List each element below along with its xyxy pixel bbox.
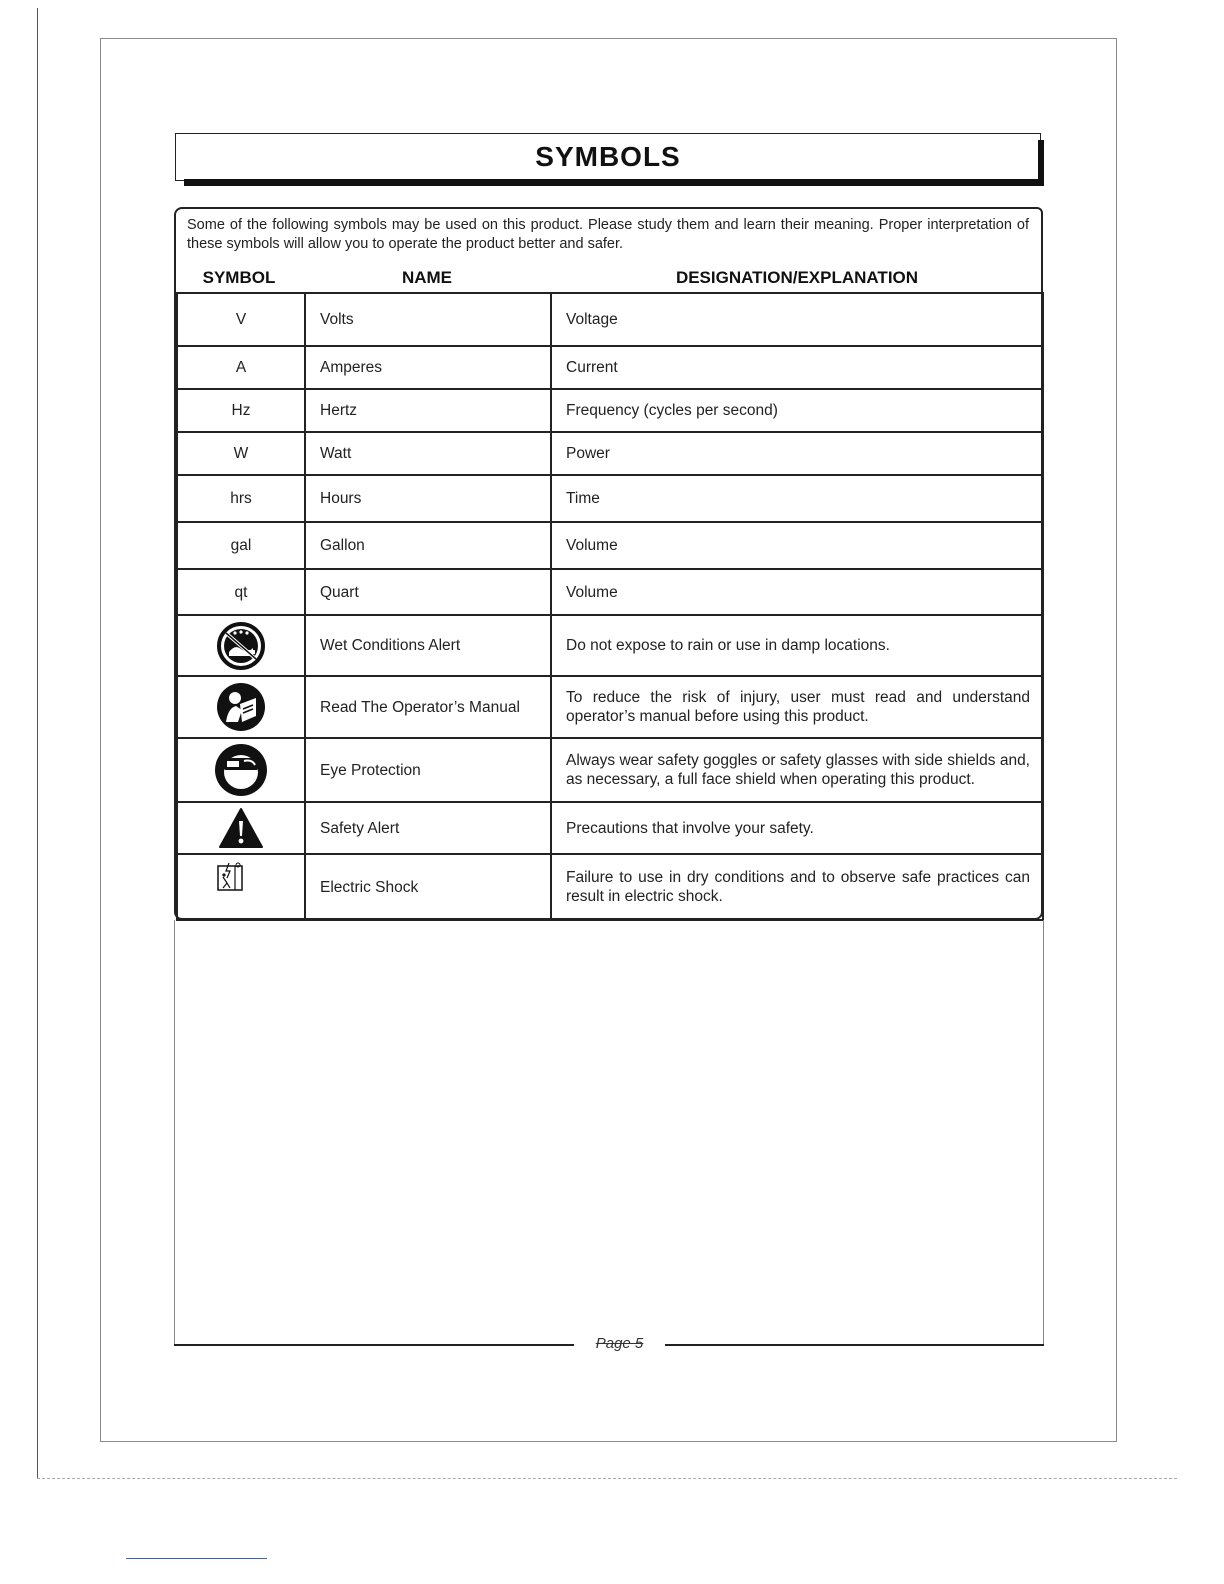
name-cell: Electric Shock — [305, 854, 551, 920]
name-cell: Wet Conditions Alert — [305, 615, 551, 676]
table-row — [177, 615, 1043, 676]
title-box — [175, 133, 1041, 181]
designation-cell: Volume — [551, 522, 1043, 569]
safety-alert-icon — [218, 807, 264, 849]
designation-cell: To reduce the risk of injury, user must read and understand operator’s manual before using this product. — [551, 676, 1043, 738]
designation-cell: Current — [551, 346, 1043, 389]
name-cell: Read The Operator’s Manual — [305, 676, 551, 738]
designation-cell: Voltage — [551, 293, 1043, 346]
symbol-cell: Hz — [177, 389, 305, 432]
name-cell: Watt — [305, 432, 551, 475]
name-cell: Hertz — [305, 389, 551, 432]
header-name: NAME — [401, 268, 453, 287]
designation-cell: Volume — [551, 569, 1043, 615]
name-cell: Gallon — [305, 522, 551, 569]
read-manual-icon — [216, 682, 266, 732]
frame-side-left — [174, 920, 175, 1344]
designation-cell: Always wear safety goggles or safety glasses with side shields and, as necessary, a full face shield when operating this product. — [551, 738, 1043, 802]
symbol-cell: gal — [177, 522, 305, 569]
table-row — [177, 475, 1043, 522]
table-row — [177, 432, 1043, 475]
table-row — [177, 738, 1043, 802]
symbol-cell: A — [177, 346, 305, 389]
name-cell: Safety Alert — [305, 802, 551, 854]
page-title: SYMBOLS — [535, 141, 681, 172]
designation-cell: Frequency (cycles per second) — [551, 389, 1043, 432]
symbols-table — [176, 292, 1044, 921]
table-row — [177, 569, 1043, 615]
table-row — [177, 346, 1043, 389]
name-cell: Amperes — [305, 346, 551, 389]
title-shadow-side — [1038, 140, 1044, 186]
table-row — [177, 293, 1043, 346]
page-number: Page 5 — [595, 1335, 644, 1352]
designation-cell: Do not expose to rain or use in damp locations. — [551, 615, 1043, 676]
title-shadow-bar — [184, 179, 1044, 186]
name-cell: Quart — [305, 569, 551, 615]
symbol-cell: qt — [177, 569, 305, 615]
header-designation: DESIGNATION/EXPLANATION — [675, 268, 919, 287]
table-row — [177, 389, 1043, 432]
electric-shock-icon — [215, 861, 245, 893]
name-cell: Eye Protection — [305, 738, 551, 802]
designation-cell: Power — [551, 432, 1043, 475]
scan-mark — [126, 1558, 267, 1559]
symbol-cell — [177, 676, 305, 738]
table-row — [177, 802, 1043, 854]
intro-text: Some of the following symbols may be used on this product. Please study them and learn their meaning. Proper interpretation of these symbols will allow you to operate the product better and safer. — [187, 217, 1029, 252]
symbol-cell: V — [177, 293, 305, 346]
scan-edge-bottom — [37, 1478, 1177, 1480]
symbol-cell — [177, 738, 305, 802]
name-cell: Hours — [305, 475, 551, 522]
table-row — [177, 854, 1043, 920]
footer-rule-left — [174, 1344, 574, 1346]
symbol-cell — [177, 615, 305, 676]
eye-protection-icon — [214, 743, 268, 797]
table-headers — [176, 268, 1042, 292]
frame-side-right — [1043, 920, 1044, 1344]
table-row — [177, 522, 1043, 569]
symbol-cell — [177, 802, 305, 854]
designation-cell: Failure to use in dry conditions and to observe safe practices can result in electric shock. — [551, 854, 1043, 920]
designation-cell: Precautions that involve your safety. — [551, 802, 1043, 854]
name-cell: Volts — [305, 293, 551, 346]
symbol-cell: W — [177, 432, 305, 475]
header-symbol: SYMBOL — [202, 268, 276, 287]
scan-edge-left — [37, 8, 38, 1478]
symbol-cell — [177, 854, 305, 920]
footer-rule-right — [665, 1344, 1044, 1346]
designation-cell: Time — [551, 475, 1043, 522]
table-row — [177, 676, 1043, 738]
wet-conditions-icon — [217, 622, 265, 670]
symbol-cell: hrs — [177, 475, 305, 522]
